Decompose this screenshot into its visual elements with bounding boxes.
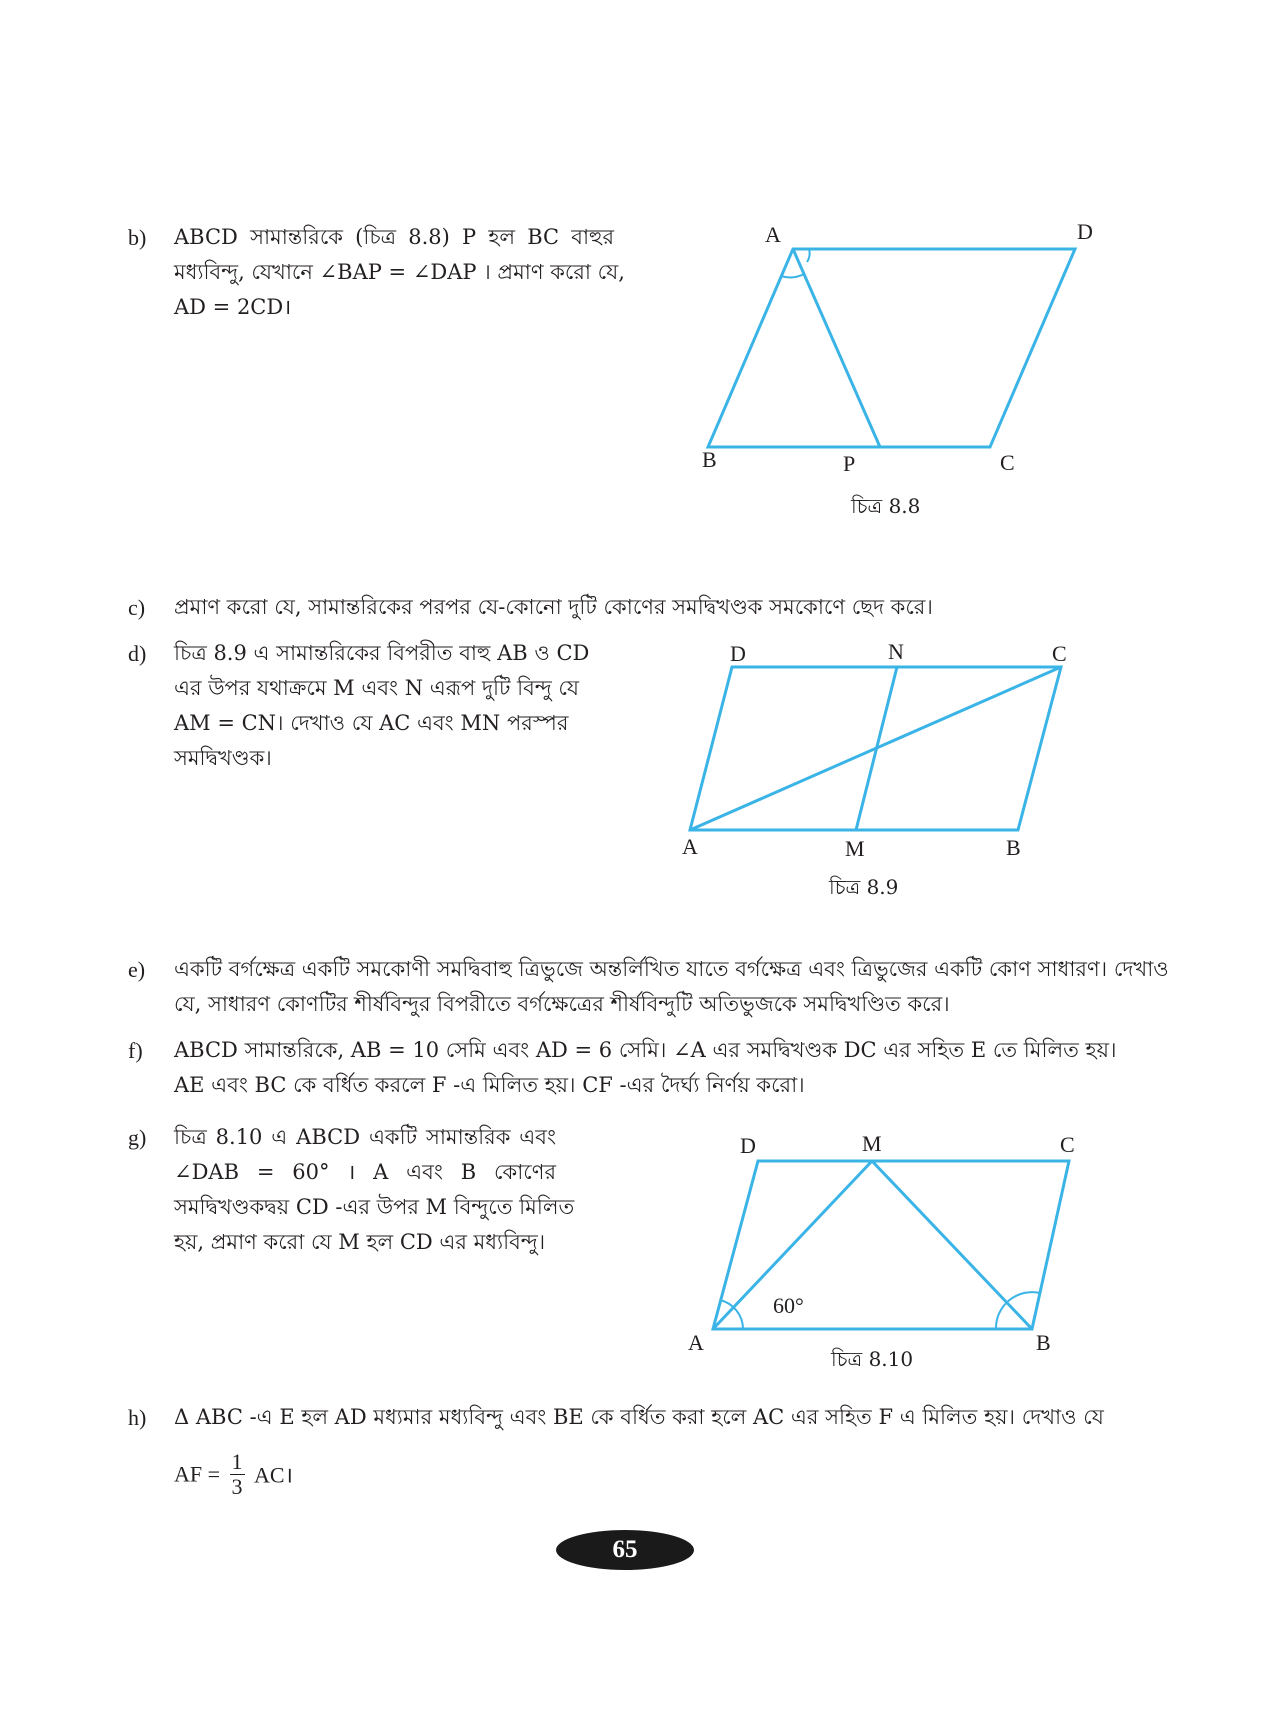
figure-8-9 [0,600,1275,900]
angle-a-arc [720,1300,743,1329]
question-text-line: যে, সাধারণ কোণটির শীর্ষবিন্দুর বিপরীতে বর্গক্ষেত্রের শীর্ষবিন্দুটি অতিভুজকে সমদ্বিখণ্ডিত করে। [174,992,950,1016]
formula-lhs: AF = [174,1461,221,1487]
question-text-line: AE এবং BC কে বর্ধিত করলে F -এ মিলিত হয়। CF -এর দৈর্ঘ্য নির্ণয় করো। [174,1073,805,1097]
point-label-b: B [1036,1330,1051,1355]
question-text-line: এর উপর যথাক্রমে M এবং N এরূপ দুটি বিন্দু যে [174,676,579,700]
fraction-numerator: 1 [231,1449,243,1474]
fraction-one-third [230,1450,245,1499]
segment-mn [856,667,897,830]
question-text-line: সমদ্বিখণ্ডক। [174,746,272,770]
parallelogram-abcd [708,249,1075,447]
question-label: f) [128,1038,143,1063]
point-label-c: C [1060,1132,1075,1157]
question-text-line: ABCD সামান্তরিকে, AB = 10 সেমি এবং AD = 6 সেমি। ∠A এর সমদ্বিখণ্ডক DC এর সহিত E তে মিলিত হয়। [174,1038,1117,1062]
question-text-line: সমদ্বিখণ্ডকদ্বয় CD -এর উপর M বিন্দুতে মিলিত [174,1195,575,1219]
point-label-d: D [740,1133,756,1158]
point-label-b: B [702,447,717,472]
point-label-p: P [843,451,856,476]
question-label: h) [128,1405,147,1430]
question-text-line: ∠DAB = 60° । A এবং B কোণের [174,1160,556,1184]
question-text-line: মধ্যবিন্দু, যেখানে ∠BAP = ∠DAP । প্রমাণ করো যে, [174,260,625,284]
question-text-line: হয়, প্রমাণ করো যে M হল CD এর মধ্যবিন্দু। [174,1230,546,1254]
figure-8-10-drawing [0,1100,1275,1380]
point-label-d: D [1077,219,1093,244]
question-text-line: চিত্র 8.9 এ সামান্তরিকের বিপরীত বাহু AB ও CD [174,641,590,665]
figure-caption: চিত্র 8.10 [831,1347,914,1371]
question-label: b) [128,225,147,250]
formula-rhs: AC। [254,1462,293,1488]
segment-ap [793,249,880,447]
figure-8-10 [0,1100,1275,1380]
point-label-b: B [1006,835,1021,860]
segment-bm [872,1161,1032,1329]
question-text-line: AD = 2CD। [174,295,292,319]
angle-dap-arc [807,249,810,262]
figure-8-8 [0,0,1275,530]
question-text-line: একটি বর্গক্ষেত্র একটি সমকোণী সমদ্বিবাহু ত্রিভুজে অন্তর্লিখিত যাতে বর্গক্ষেত্র এবং ত্রিভুজের একটি কোণ সাধারণ। দেখাও [174,957,1169,981]
point-label-a: A [682,834,698,859]
question-text-line: প্রমাণ করো যে, সামান্তরিকের পরপর যে-কোনো দুটি কোণের সমদ্বিখণ্ডক সমকোণে ছেদ করে। [174,595,933,619]
formula-af [174,1450,293,1499]
question-label: e) [128,957,146,982]
point-label-m: M [845,836,865,861]
page-number: 65 [556,1530,694,1570]
question-text-line: চিত্র 8.10 এ ABCD একটি সামান্তরিক এবং [174,1125,556,1149]
figure-8-8-drawing [0,0,1275,530]
point-label-c: C [1000,450,1015,475]
figure-caption: চিত্র 8.9 [829,875,899,899]
question-text-line: Δ ABC -এ E হল AD মধ্যমার মধ্যবিন্দু এবং BE কে বর্ধিত করা হলে AC এর সহিত F এ মিলিত হয়। দেখাও যে [174,1405,1104,1429]
point-label-a: A [688,1330,704,1355]
question-label: c) [128,595,146,620]
point-label-d: D [730,641,746,666]
point-label-c: C [1052,641,1067,666]
angle-label-60: 60° [773,1293,804,1318]
parallelogram-abcd [713,1161,1069,1329]
point-label-m: M [862,1131,882,1156]
question-label: g) [128,1125,147,1150]
question-text-line: AM = CN। দেখাও যে AC এবং MN পরস্পর [174,711,569,735]
figure-caption: চিত্র 8.8 [851,494,921,518]
point-label-n: N [888,639,904,664]
point-label-a: A [765,222,781,247]
fraction-denominator: 3 [231,1474,243,1499]
question-label: d) [128,641,147,666]
question-text-line: ABCD সামান্তরিকে (চিত্র 8.8) P হল BC বাহুর [174,225,614,249]
figure-8-9-drawing [0,600,1275,900]
angle-bap-arc [781,274,804,277]
